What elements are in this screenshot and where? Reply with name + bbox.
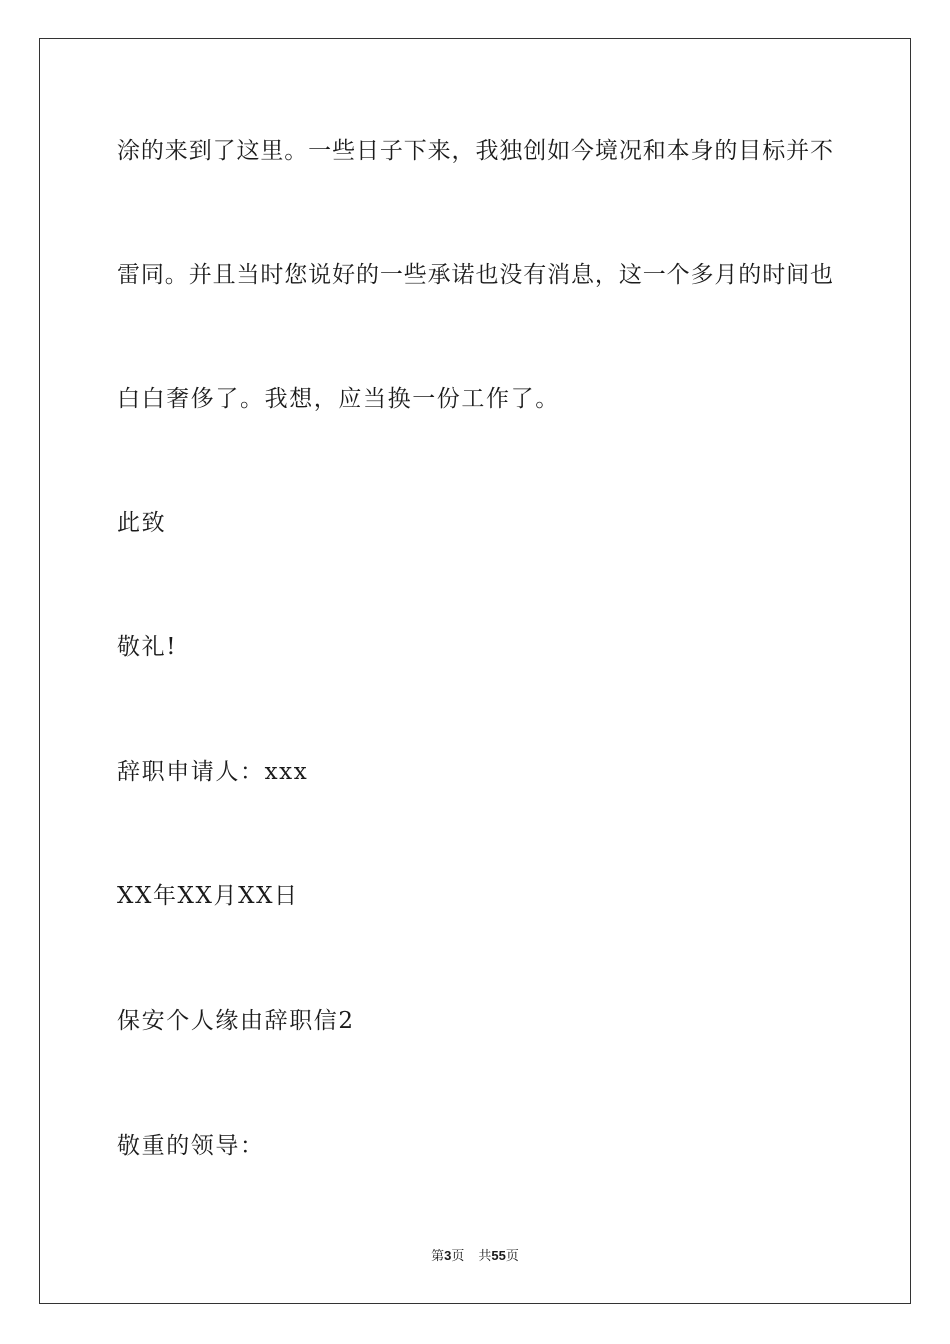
body-line-2: 雷同。并且当时您说好的一些承诺也没有消息，这一个多月的时间也: [117, 262, 833, 288]
letter-greeting: 敬重的领导：: [117, 1133, 265, 1159]
page-border: [39, 38, 911, 1304]
page-prefix: 第: [431, 1249, 445, 1264]
page-suffix: 页: [451, 1249, 465, 1264]
total-suffix: 页: [505, 1249, 519, 1264]
total-prefix: 共: [478, 1249, 492, 1264]
section-heading: 保安个人缘由辞职信2: [117, 1008, 355, 1034]
closing-salutation: 此致: [117, 510, 167, 536]
body-line-3: 白白奢侈了。我想，应当换一份工作了。: [117, 386, 560, 412]
closing-regards: 敬礼!: [117, 634, 178, 660]
letter-date: XX年XX月XX日: [117, 883, 299, 909]
page-footer: [0, 1246, 950, 1267]
applicant-signature: 辞职申请人：xxx: [117, 759, 309, 785]
total-pages: 55: [491, 1248, 506, 1263]
body-line-1: 涂的来到了这里。一些日子下来，我独创如今境况和本身的目标并不: [117, 138, 833, 164]
page-number: 3: [444, 1248, 452, 1263]
